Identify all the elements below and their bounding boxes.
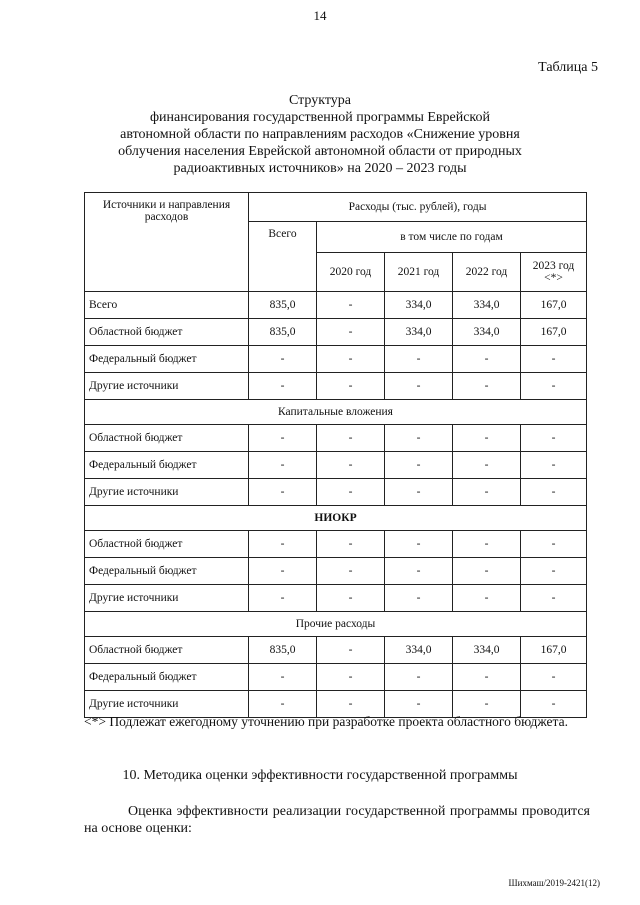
table-cell: - bbox=[317, 319, 385, 346]
header-year: 2021 год bbox=[385, 253, 453, 292]
table-cell: - bbox=[453, 664, 521, 691]
header-year: 2022 год bbox=[453, 253, 521, 292]
table-row bbox=[85, 558, 587, 585]
table-cell: - bbox=[521, 585, 587, 612]
table-cell: 334,0 bbox=[385, 319, 453, 346]
table-row bbox=[85, 373, 587, 400]
table-cell: - bbox=[453, 585, 521, 612]
table-row bbox=[85, 585, 587, 612]
table-cell: - bbox=[317, 664, 385, 691]
page-number: 14 bbox=[313, 8, 327, 23]
table-cell: - bbox=[385, 558, 453, 585]
table-cell: - bbox=[521, 691, 587, 718]
footnote: <*> Подлежат ежегодному уточнению при разработке проекта областного бюджета. bbox=[84, 714, 568, 729]
table-cell: - bbox=[385, 664, 453, 691]
table-cell: - bbox=[317, 292, 385, 319]
table-cell: 334,0 bbox=[453, 637, 521, 664]
section-heading: 10. Методика оценки эффективности государственной программы bbox=[122, 768, 518, 783]
header-year: 2020 год bbox=[317, 253, 385, 292]
row-label: Областной бюджет bbox=[85, 637, 249, 664]
table-cell: - bbox=[385, 479, 453, 506]
table-cell: 334,0 bbox=[453, 319, 521, 346]
table-cell: 167,0 bbox=[521, 319, 587, 346]
table-cell: - bbox=[249, 558, 317, 585]
table-cell: 334,0 bbox=[385, 637, 453, 664]
row-label: Другие источники bbox=[85, 373, 249, 400]
table-cell: - bbox=[453, 452, 521, 479]
table-cell: - bbox=[385, 691, 453, 718]
table-cell: - bbox=[385, 425, 453, 452]
row-label: Федеральный бюджет bbox=[85, 558, 249, 585]
table-cell: - bbox=[521, 425, 587, 452]
table-section-row bbox=[85, 400, 587, 425]
table-row bbox=[85, 452, 587, 479]
table-cell: 835,0 bbox=[249, 292, 317, 319]
table-row bbox=[85, 479, 587, 506]
title-line: Структура bbox=[288, 93, 352, 108]
table-cell: - bbox=[521, 479, 587, 506]
table-row bbox=[85, 425, 587, 452]
financing-table bbox=[84, 192, 587, 718]
table-cell: - bbox=[317, 452, 385, 479]
row-label: Всего bbox=[85, 292, 249, 319]
table-section-row bbox=[85, 612, 587, 637]
row-label: Другие источники bbox=[85, 585, 249, 612]
title-line: облучения населения Еврейской автономной области от природных bbox=[118, 144, 522, 159]
header-expenses: Расходы (тыс. рублей), годы bbox=[249, 193, 587, 222]
table-cell: - bbox=[453, 425, 521, 452]
table-cell: 835,0 bbox=[249, 319, 317, 346]
document-code: Шихмаш/2019-2421(12) bbox=[508, 878, 600, 888]
table-cell: - bbox=[453, 558, 521, 585]
table-cell: - bbox=[317, 425, 385, 452]
table-cell: 334,0 bbox=[453, 292, 521, 319]
row-label: Другие источники bbox=[85, 691, 249, 718]
table-cell: - bbox=[317, 637, 385, 664]
table-row bbox=[85, 292, 587, 319]
table-cell: - bbox=[317, 346, 385, 373]
table-row bbox=[85, 346, 587, 373]
row-label: Областной бюджет bbox=[85, 425, 249, 452]
table-cell: - bbox=[249, 664, 317, 691]
table-cell: - bbox=[249, 691, 317, 718]
table-cell: - bbox=[249, 425, 317, 452]
paragraph: Оценка эффективности реализации государственной программы проводится на основе оценки: bbox=[84, 804, 590, 836]
table-cell: - bbox=[385, 585, 453, 612]
table-cell: - bbox=[521, 531, 587, 558]
section-label: НИОКР bbox=[85, 506, 587, 531]
row-label: Областной бюджет bbox=[85, 319, 249, 346]
table-cell: - bbox=[521, 452, 587, 479]
table-cell: 167,0 bbox=[521, 292, 587, 319]
table-cell: - bbox=[317, 558, 385, 585]
title-line: автономной области по направлениям расходов «Снижение уровня bbox=[120, 127, 520, 142]
table-cell: - bbox=[385, 373, 453, 400]
table-cell: - bbox=[385, 346, 453, 373]
row-label: Федеральный бюджет bbox=[85, 664, 249, 691]
table-cell: - bbox=[317, 479, 385, 506]
table-cell: 167,0 bbox=[521, 637, 587, 664]
title-line: финансирования государственной программы Еврейской bbox=[149, 110, 491, 125]
table-cell: - bbox=[249, 479, 317, 506]
table-cell: - bbox=[453, 531, 521, 558]
header-sources: Источники и направления расходов bbox=[85, 193, 249, 292]
table-cell: - bbox=[317, 585, 385, 612]
table-cell: - bbox=[317, 531, 385, 558]
row-label: Федеральный бюджет bbox=[85, 346, 249, 373]
table-row bbox=[85, 664, 587, 691]
table-title bbox=[80, 92, 560, 177]
header-year: 2023 год <*> bbox=[521, 253, 587, 292]
table-cell: - bbox=[453, 373, 521, 400]
table-cell: - bbox=[385, 531, 453, 558]
table-row bbox=[85, 637, 587, 664]
section-label: Прочие расходы bbox=[85, 612, 587, 637]
table-cell: - bbox=[249, 452, 317, 479]
table-cell: - bbox=[249, 585, 317, 612]
table-cell: - bbox=[385, 452, 453, 479]
table-cell: - bbox=[249, 531, 317, 558]
row-label: Федеральный бюджет bbox=[85, 452, 249, 479]
header-total: Всего bbox=[249, 222, 317, 292]
table-cell: - bbox=[521, 373, 587, 400]
table-cell: - bbox=[521, 558, 587, 585]
table-cell: - bbox=[317, 691, 385, 718]
table-cell: - bbox=[521, 346, 587, 373]
title-line: радиоактивных источников» на 2020 – 2023 годы bbox=[173, 161, 467, 176]
table-cell: - bbox=[521, 664, 587, 691]
table-label: Таблица 5 bbox=[538, 60, 598, 75]
table-cell: 334,0 bbox=[385, 292, 453, 319]
section-label: Капитальные вложения bbox=[85, 400, 587, 425]
row-label: Областной бюджет bbox=[85, 531, 249, 558]
table-cell: - bbox=[453, 691, 521, 718]
table-section-row bbox=[85, 506, 587, 531]
table-cell: 835,0 bbox=[249, 637, 317, 664]
table-row bbox=[85, 531, 587, 558]
table-cell: - bbox=[453, 346, 521, 373]
table-cell: - bbox=[317, 373, 385, 400]
table-cell: - bbox=[453, 479, 521, 506]
table-cell: - bbox=[249, 373, 317, 400]
table-row bbox=[85, 319, 587, 346]
table-cell: - bbox=[249, 346, 317, 373]
row-label: Другие источники bbox=[85, 479, 249, 506]
header-by-year: в том числе по годам bbox=[317, 222, 587, 253]
